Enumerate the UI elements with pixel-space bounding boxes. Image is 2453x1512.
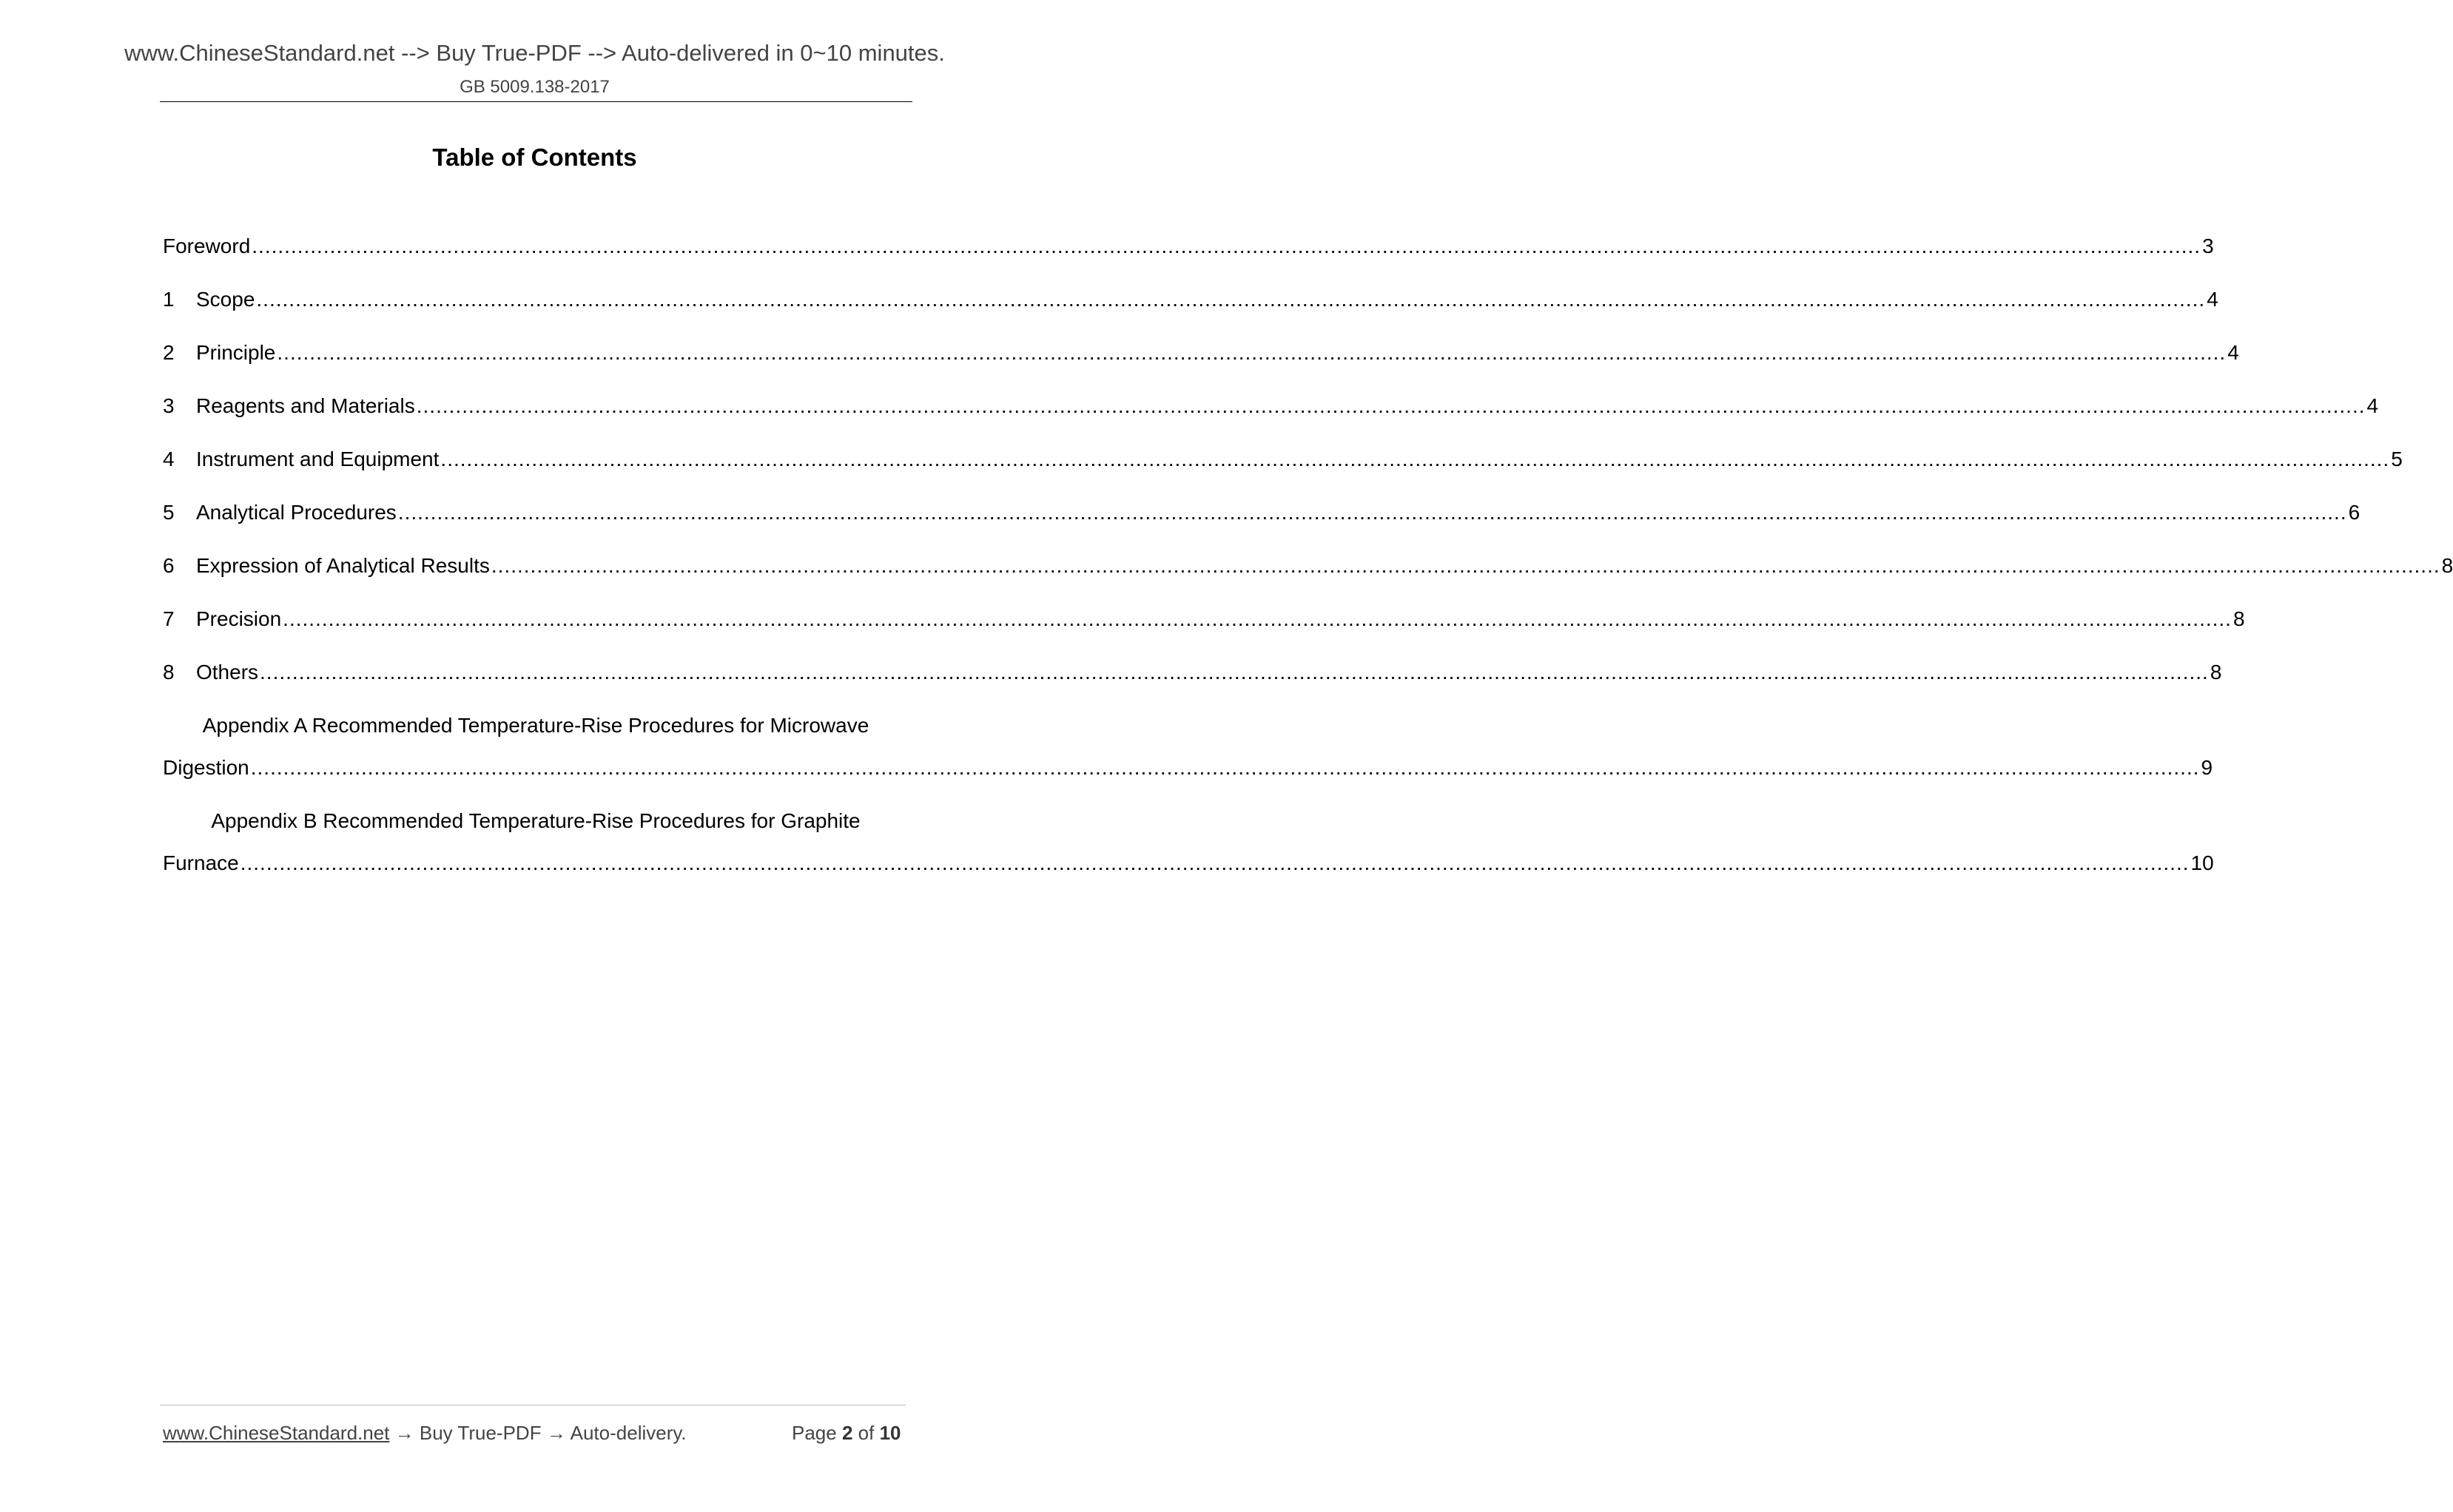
toc-entry-label: Foreword bbox=[163, 234, 251, 257]
toc-leader-dots: ............................................................................................................................................................................................................................................................................................................ bbox=[256, 288, 2206, 311]
arrow-right-icon: → bbox=[394, 1422, 414, 1444]
toc-entry-page: 8 bbox=[2232, 607, 2245, 630]
toc-entry-page: 8 bbox=[2210, 661, 2222, 684]
arrow-right-icon: → bbox=[546, 1422, 566, 1444]
toc-entry-number: 2 bbox=[163, 341, 175, 364]
header-doc-code: GB 5009.138-2017 bbox=[460, 77, 610, 97]
toc-entry-number: 1 bbox=[163, 288, 175, 311]
toc-entry-scope[interactable] bbox=[163, 285, 2218, 314]
toc-entry-page: 4 bbox=[2227, 341, 2239, 364]
toc-leader-dots: ............................................................................................................................................................................................................................................................................................................ bbox=[260, 661, 2209, 684]
page-of: of bbox=[858, 1422, 875, 1444]
page-label: Page bbox=[792, 1422, 837, 1444]
toc-entry-appendix-a[interactable] bbox=[163, 753, 2213, 783]
toc-entry-page: 10 bbox=[2190, 851, 2214, 874]
toc-leader-dots: ............................................................................................................................................................................................................................................................................................................ bbox=[240, 851, 2190, 874]
page-current: 2 bbox=[841, 1422, 853, 1444]
toc-entry-number: 5 bbox=[163, 501, 175, 524]
toc-entry-precision[interactable] bbox=[163, 604, 2245, 634]
toc-entry-number: 6 bbox=[163, 554, 175, 577]
toc-entry-page: 4 bbox=[2366, 394, 2379, 417]
toc-entry-label: Scope bbox=[196, 288, 255, 311]
toc-entry-page: 5 bbox=[2391, 448, 2403, 470]
toc-entry-number: 8 bbox=[163, 661, 175, 684]
toc-entry-others[interactable] bbox=[163, 658, 2222, 687]
toc-entry-label: Principle bbox=[196, 341, 276, 364]
toc-entry-label: Others bbox=[196, 661, 259, 684]
toc-leader-dots: ............................................................................................................................................................................................................................................................................................................ bbox=[252, 234, 2201, 257]
toc-appendix-b-title[interactable]: Appendix B Recommended Temperature-Rise Procedures for Graphite bbox=[211, 809, 861, 832]
toc-entry-principle[interactable] bbox=[163, 338, 2239, 368]
page-indicator bbox=[792, 1418, 901, 1448]
toc-entry-label: Expression of Analytical Results bbox=[196, 554, 490, 577]
toc-leader-dots: ............................................................................................................................................................................................................................................................................................................ bbox=[277, 341, 2227, 364]
toc-entry-instrument[interactable] bbox=[163, 445, 2403, 474]
toc-entry-page: 8 bbox=[2441, 554, 2453, 577]
header-divider bbox=[160, 101, 912, 102]
header-top-line: www.ChineseStandard.net --> Buy True-PDF --> Auto-delivered in 0~10 minutes. bbox=[124, 40, 945, 66]
toc-entry-label: Analytical Procedures bbox=[196, 501, 397, 524]
toc-entry-foreword[interactable] bbox=[163, 232, 2214, 261]
toc-entry-number: 3 bbox=[163, 394, 175, 417]
toc-entry-number: 7 bbox=[163, 607, 175, 630]
toc-entry-page: 6 bbox=[2348, 501, 2361, 524]
toc-entry-expression[interactable] bbox=[163, 551, 2453, 581]
toc-entry-page: 4 bbox=[2207, 288, 2218, 311]
toc-leader-dots: ............................................................................................................................................................................................................................................................................................................ bbox=[250, 756, 2200, 779]
toc-entry-label: Digestion bbox=[163, 756, 249, 779]
page-total: 10 bbox=[879, 1422, 901, 1444]
toc-leader-dots: ............................................................................................................................................................................................................................................................................................................ bbox=[440, 448, 2390, 470]
toc-entry-label: Precision bbox=[196, 607, 282, 630]
toc-leader-dots: ............................................................................................................................................................................................................................................................................................................ bbox=[283, 607, 2232, 630]
toc-entry-appendix-b[interactable] bbox=[163, 848, 2214, 878]
footer-site-link[interactable]: www.ChineseStandard.net bbox=[163, 1422, 390, 1444]
toc-leader-dots: ............................................................................................................................................................................................................................................................................................................ bbox=[416, 394, 2366, 417]
toc-appendix-a-title[interactable]: Appendix A Recommended Temperature-Rise Procedures for Microwave bbox=[202, 714, 869, 737]
toc-entry-label: Instrument and Equipment bbox=[196, 448, 440, 470]
toc-entry-reagents[interactable] bbox=[163, 391, 2379, 421]
toc-entry-page: 9 bbox=[2201, 756, 2213, 779]
toc-leader-dots: ............................................................................................................................................................................................................................................................................................................ bbox=[397, 501, 2347, 524]
toc-entry-label: Furnace bbox=[163, 851, 239, 874]
footer-left-text bbox=[163, 1418, 687, 1448]
toc-entry-page: 3 bbox=[2202, 234, 2214, 257]
toc-entry-number: 4 bbox=[163, 448, 175, 470]
toc-entry-label: Reagents and Materials bbox=[196, 394, 415, 417]
footer-delivery-text: Auto-delivery. bbox=[570, 1422, 687, 1444]
toc-entry-procedures[interactable] bbox=[163, 498, 2361, 527]
page-title: Table of Contents bbox=[432, 144, 637, 171]
footer-buy-text: Buy True-PDF bbox=[419, 1422, 542, 1444]
toc-leader-dots: ............................................................................................................................................................................................................................................................................................................ bbox=[491, 554, 2440, 577]
